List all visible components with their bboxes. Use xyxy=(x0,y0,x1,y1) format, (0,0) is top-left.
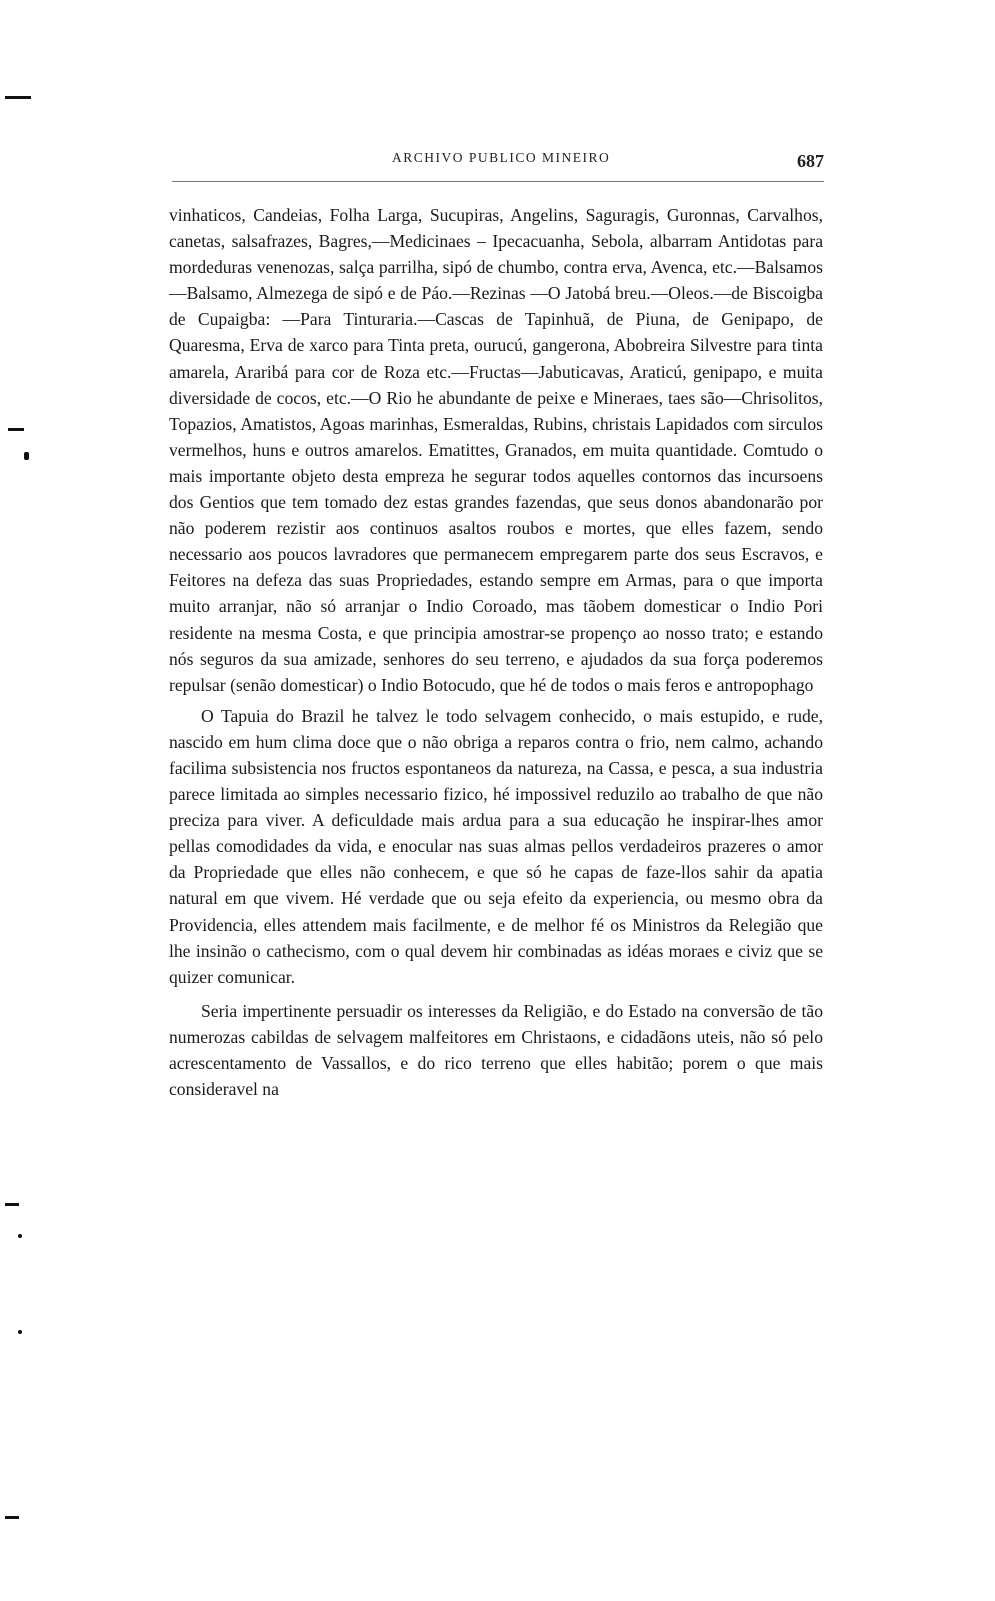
running-title: ARCHIVO PUBLICO MINEIRO xyxy=(392,150,611,165)
scan-mark xyxy=(5,96,31,99)
scan-mark xyxy=(5,1203,19,1206)
scan-mark xyxy=(5,1516,19,1519)
scan-mark xyxy=(18,1330,22,1334)
scan-mark xyxy=(24,452,29,460)
paragraph-3: Seria impertinente persuadir os interesses da Religião, e do Estado na conversão de tão numerozas cabildas de selvagem malfeitores em Christaons, e cidadãons uteis, não só pelo acrescentamento de Vassallos, e do rico terreno que elles habitão; porem o que mais consideravel na xyxy=(169,1000,823,1100)
page-number: 687 xyxy=(797,151,824,171)
paragraph-1: vinhaticos, Candeias, Folha Larga, Sucupiras, Angelins, Saguragis, Guronnas, Carvalhos, canetas, salsafrazes, Bagres,—Medicinaes – Ipecacuanha, Sebola, albarram Antidotas para mordeduras venenozas, salça parrilha, sipó de chumbo, contra erva, Avenca, etc.—Balsamos—Balsamo, Almezega de sipó e de Páo.—Rezinas —O Jatobá breu.—Oleos.—de Biscoigba de Cupaigba: —Para Tinturaria.—Cascas de Tapinhuã, de Piuna, de Genipapo, de Quaresma, Erva de xarco para Tinta preta, ourucú, gangerona, Abobreira Silvestre para tinta amarela, Araribá para cor de Roza etc.—Fructas—Jabuticavas, Araticú, genipapo, e muita diversidade de cocos, etc.—O Rio he abundante de peixe e Mineraes, taes são—Chrisolitos, Topazios, Amatistos, Agoas marinhas, Esmeraldas, Rubins, christais Lapidados com sirculos vermelhos, huns e outros amarelos. Ematittes, Granados, em muita quantidade. Comtudo o mais importante objeto desta empreza he segurar todos aquelles contornos das incursoens dos Gentios que tem tomado dez estas grandes fazendas, que seus donos abandonarão por não poderem rezistir aos continuos asaltos roubos e mortes, que elles fazem, sendo necessario aos poucos lavradores que permanecem empregarem parte dos seus Escravos, e Feitores na defeza das suas Propriedades, estando sempre em Armas, para o que importa muito arranjar, não só arranjar o Indio Coroado, mas tãobem domesticar o Indio Pori residente na mesma Costa, e que principia amostrar-se propenço ao nosso trato; e estando nós seguros da sua amizade, senhores do seu terreno, e ajudados da sua força poderemos repulsar (senão domesticar) o Indio Botocudo, que hé de todos o mais feros e antropophago xyxy=(169,205,823,695)
header-rule xyxy=(172,181,824,182)
scan-mark xyxy=(8,428,24,431)
scan-mark xyxy=(18,1234,22,1238)
body-text xyxy=(169,202,823,1102)
paragraph-2: O Tapuia do Brazil he talvez le todo selvagem conhecido, o mais estupido, e rude, nascido em hum clima doce que o não obriga a reparos contra o frio, nem calmo, achando facilima subsistencia nos fructos espontaneos da natureza, na Cassa, e pesca, a sua industria parece limitada ao simples necessario fizico, hé impossivel reduzilo ao trabalho de que não preciza para viver. A deficuldade mais ardua para a sua educação he inspirar-lhes amor pellas comodidades da vida, e enocular nas suas almas pellos verdadeiros prazeres o amor da Propriedade que elles não conhecem, e que só he capas de faze-llos sahir da apatia natural em que vivem. Hé verdade que ou seja efeito da experiencia, ou mesmo obra da Providencia, elles attendem mais facilmente, e de melhor fé os Ministros da Relegião que lhe insinão o cathecismo, com o qual devem hir combinadas as idéas moraes e civiz que se quizer comunicar. xyxy=(169,705,823,987)
